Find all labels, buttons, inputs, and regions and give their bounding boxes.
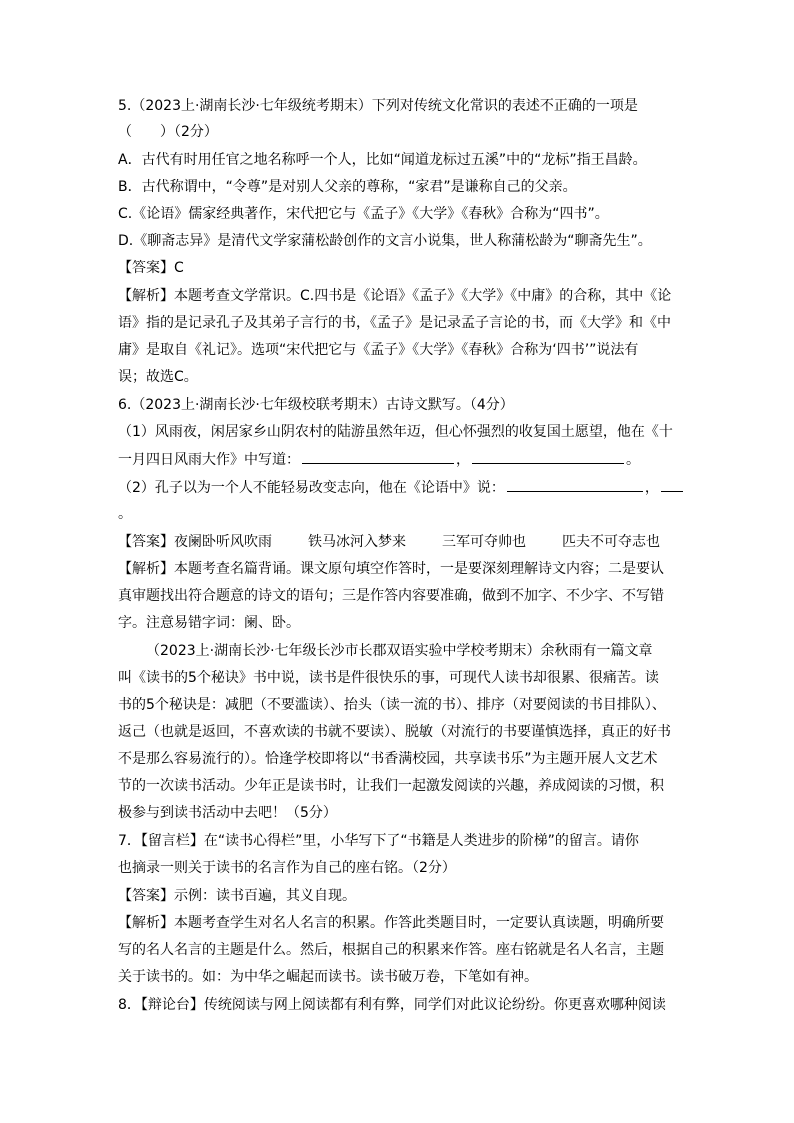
passage-line3: 书的5个秘诀是：减肥（不要滥读）、抬头（读一流的书）、排序（对要阅读的书目排队）、 — [118, 697, 666, 713]
q5-stem-line1: 5.（2023上·湖南长沙·七年级统考期末）下列对传统文化常识的表述不正确的一项是 — [118, 98, 638, 114]
q7-analysis-line2: 写的名人名言的主题是什么。然后，根据自己的积累来作答。座右铭就是名人名言，主题 — [118, 942, 664, 958]
q5-stem-line2: （ ）（2分） — [118, 124, 218, 140]
q6-answer-2: 铁马冰河入梦来 — [308, 534, 406, 550]
q6-stem: 6.（2023上·湖南长沙·七年级校联考期末）古诗文默写。（4分） — [118, 397, 514, 413]
q6-answer-3: 三军可夺帅也 — [442, 534, 526, 550]
q6-blank-2[interactable] — [472, 449, 624, 464]
q6-analysis-line2: 真审题找出符合题意的诗文的语句；三是作答内容要准确，做到不加字、不少字、不写错 — [118, 588, 664, 604]
q6-answer-label: 【答案】 — [118, 534, 174, 550]
passage-line7: 极参与到读书活动中去吧！（5分） — [118, 805, 337, 821]
q6-blank-3[interactable] — [507, 477, 643, 492]
passage-line1: （2023上·湖南长沙·七年级长沙市长郡双语实验中学校考期末）余秋雨有一篇文章 — [146, 643, 653, 659]
q6-answer-1: 夜阑卧听风吹雨 — [174, 534, 272, 550]
passage-line4: 返己（也就是返回，不喜欢读的书就不要读）、脱敏（对流行的书要谨慎选择，真正的好书 — [118, 724, 671, 740]
q5-option-b: B．古代称谓中，“令尊”是对别人父亲的尊称，“家君”是谦称自己的父亲。 — [118, 179, 577, 195]
q6-part1-period: 。 — [626, 452, 640, 468]
q7-analysis-line1: 【解析】本题考查学生对名人名言的积累。作答此类题目时，一定要认真读题，明确所要 — [118, 915, 664, 931]
passage-line6: 节的一次读书活动。少年正是读书时，让我们一起激发阅读的兴趣，养成阅读的习惯，积 — [118, 778, 664, 794]
q6-analysis-line3: 字。注意易错字词：阑、卧。 — [118, 615, 300, 631]
q5-analysis-line1: 【解析】本题考查文学常识。C.四书是《论语》《孟子》《大学》《中庸》的合称，其中《论 — [118, 288, 672, 304]
q6-part2-prefix: （2）孔子以为一个人不能轻易改变志向，他在《论语中》说： — [118, 480, 505, 496]
q6-part1-line1: （1）风雨夜，闲居家乡山阴农村的陆游虽然年迈，但心怀强烈的收复国土愿望，他在《十 — [118, 424, 673, 440]
q6-part1-prefix: 一月四日风雨大作》中写道： — [118, 452, 300, 468]
q6-answer — [118, 532, 674, 552]
passage-line5: 不是那么容易流行的）。恰逢学校即将以“书香满校园，共享读书乐”为主题开展人文艺术 — [118, 751, 658, 767]
q7-stem-line1: 7．【留言栏】在“读书心得栏”里，小华写下了“书籍是人类进步的阶梯”的留言。请你 — [118, 833, 639, 849]
q6-part1-comma: ， — [456, 452, 470, 468]
q5-option-a: A．古代有时用任官之地名称呼一个人，比如“闻道龙标过五溪”中的“龙标”指王昌龄。 — [118, 152, 647, 168]
q5-option-d: D.《聊斋志异》是清代文学家蒲松龄创作的文言小说集，世人称蒲松龄为“聊斋先生”。 — [118, 233, 652, 249]
passage-line2: 叫《读书的5个秘诀》书中说，读书是件很快乐的事，可现代人读书却很累、很痛苦。读 — [118, 670, 659, 686]
q5-analysis-line4: 误；故选C。 — [118, 369, 198, 385]
q6-blank-4[interactable] — [661, 477, 683, 492]
q8-stem-line1: 8．【辩论台】传统阅读与网上阅读都有利有弊，同学们对此议论纷纷。你更喜欢哪种阅读 — [118, 997, 666, 1013]
q6-blank-1[interactable] — [302, 449, 454, 464]
q7-answer: 【答案】示例：读书百遍，其义自现。 — [118, 888, 356, 904]
q6-part2-line2: 。 — [118, 506, 132, 522]
q5-analysis-line3: 庸》是取自《礼记》。选项“宋代把它与《孟子》《大学》《春秋》合称为‘四书’”说法有 — [118, 342, 639, 358]
q5-analysis-line2: 语》指的是记录孔子及其弟子言行的书，《孟子》是记录孟子言论的书，而《大学》和《中 — [118, 315, 671, 331]
q6-answer-4: 匹夫不可夺志也 — [562, 534, 660, 550]
q6-part2-line1 — [118, 477, 674, 498]
q5-option-c: C.《论语》儒家经典著作，宋代把它与《孟子》《大学》《春秋》合称为“四书”。 — [118, 206, 609, 222]
q6-analysis-line1: 【解析】本题考查名篇背诵。课文原句填空作答时，一是要深刻理解诗文内容；二是要认 — [118, 561, 664, 577]
q5-answer: 【答案】C — [118, 260, 184, 276]
q6-part1-line2 — [118, 449, 674, 470]
q6-part2-comma: ， — [644, 480, 659, 496]
q7-stem-line2: 也摘录一则关于读书的名言作为自己的座右铭。（2分） — [118, 860, 456, 876]
q7-analysis-line3: 关于读书的。如：为中华之崛起而读书。读书破万卷，下笔如有神。 — [118, 969, 538, 985]
